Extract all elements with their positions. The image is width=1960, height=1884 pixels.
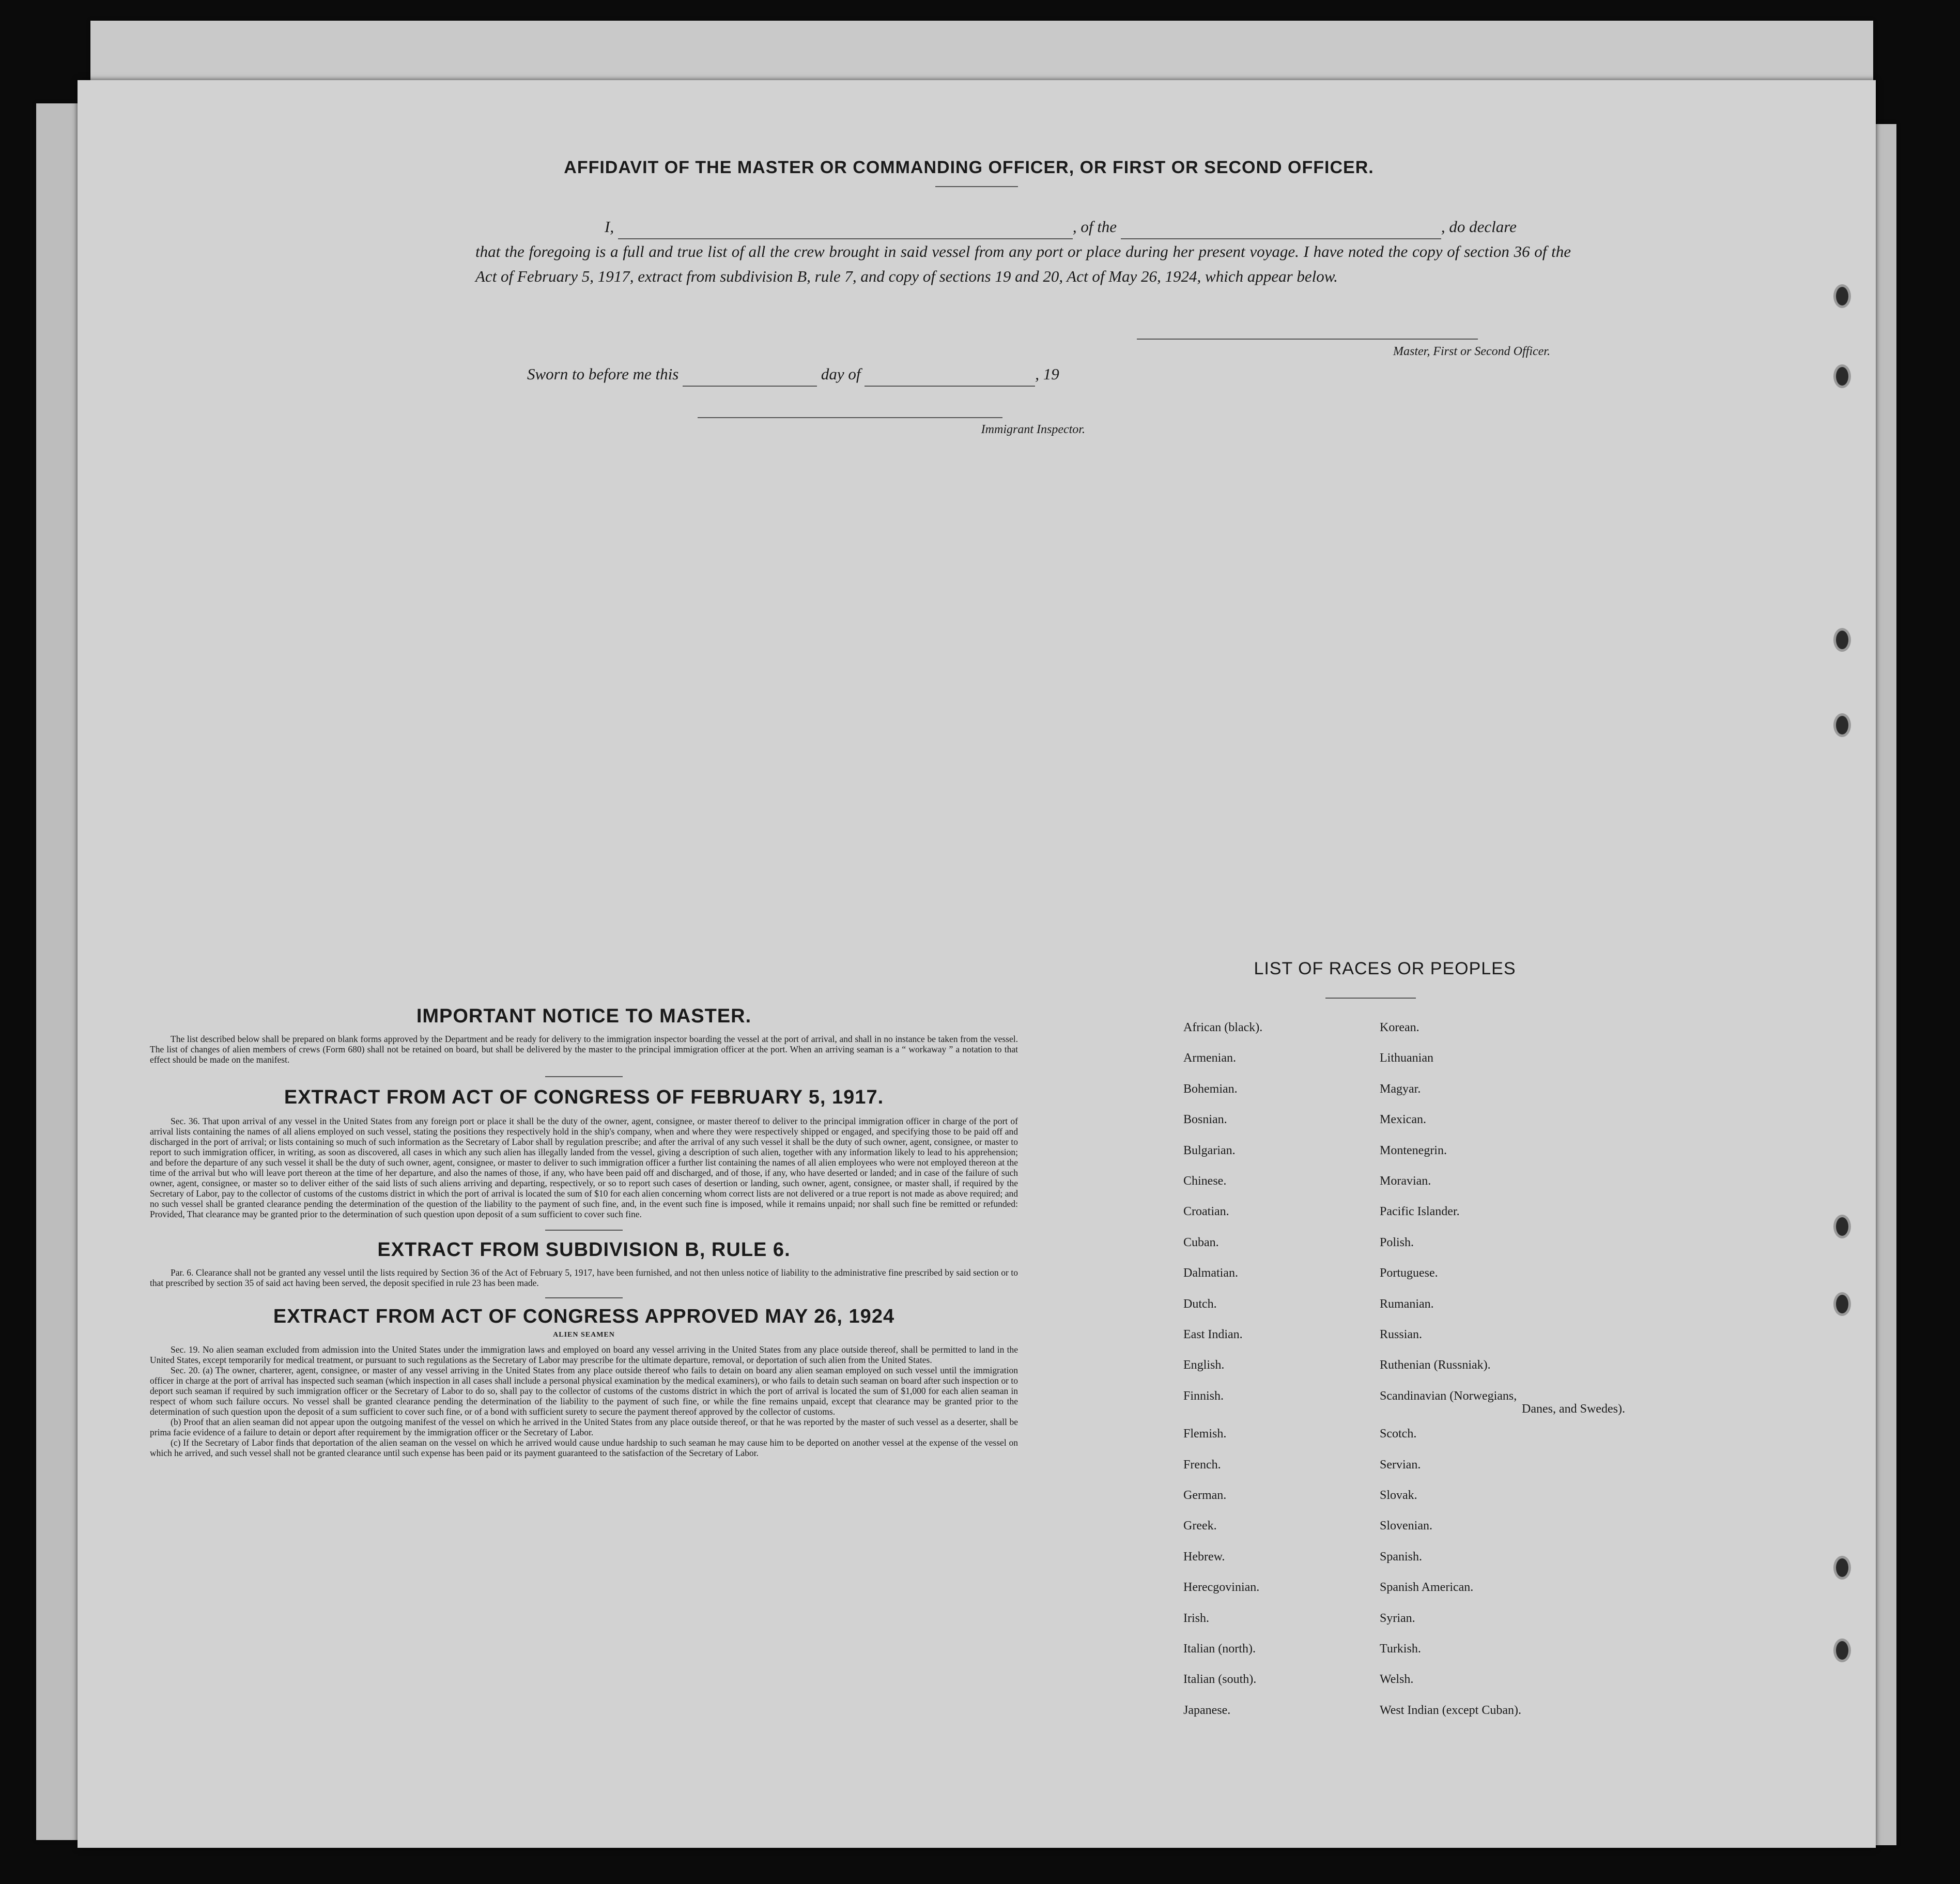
sworn-line bbox=[527, 362, 1251, 387]
extract-1924-title: EXTRACT FROM ACT OF CONGRESS APPROVED MAY 26, 1924 bbox=[273, 1306, 895, 1327]
race-right-9: Rumanian. bbox=[1380, 1297, 1434, 1311]
race-left-19: Irish. bbox=[1183, 1611, 1209, 1625]
race-left-22: Japanese. bbox=[1183, 1703, 1231, 1717]
notice-title: IMPORTANT NOTICE TO MASTER. bbox=[416, 1005, 752, 1027]
signature-label: Master, First or Second Officer. bbox=[1393, 345, 1550, 358]
declare-i: I, bbox=[605, 218, 614, 236]
punch-hole-1 bbox=[1833, 284, 1851, 308]
race-right-5: Moravian. bbox=[1380, 1174, 1431, 1188]
punch-hole-8 bbox=[1833, 1638, 1851, 1662]
race-left-18: Herecgovinian. bbox=[1183, 1581, 1260, 1595]
race-right-10: Russian. bbox=[1380, 1328, 1423, 1341]
affidavit-title: AFFIDAVIT OF THE MASTER OR COMMANDING OFFICER, OR FIRST OR SECOND OFFICER. bbox=[564, 158, 1374, 177]
race-right-17: Spanish. bbox=[1380, 1550, 1423, 1564]
punch-hole-4 bbox=[1833, 713, 1851, 737]
race-left-15: German. bbox=[1183, 1489, 1227, 1502]
race-right-15: Slovak. bbox=[1380, 1489, 1417, 1502]
rule-6-divider bbox=[545, 1297, 623, 1298]
sec-20b-text: (b) Proof that an alien seaman did not appear upon the outgoing manifest of the vessel on which he arrived in the United States from any place outside thereof, or that he was reported by the master of such vessel as a deserter, shall be prima facie evidence of a failure to detain or deport after requirement by the immigration officer or the Secretary of Labor. bbox=[150, 1417, 1018, 1437]
sworn-label: Sworn to before me this bbox=[527, 365, 679, 383]
race-right-14: Servian. bbox=[1380, 1458, 1421, 1472]
sec-20a-text: Sec. 20. (a) The owner, charterer, agent, consignee, or master of any vessel arriving in the United States from any place outside thereof who fails to detain on board any alien seaman employed on such vessel until the immigration officer in charge at the port of arrival has inspected such seaman (which inspection in all cases shall include a personal physical examination by the medical examiners), or who fails to detain such seaman on board after such inspection or to deport such seaman if required by such immigration officer or the Secretary of Labor to do so, shall pay to the collector of customs of the customs district in which the port of arrival is located the sum of $1,000 for each alien seaman in respect of whom such failure occurs. No vessel shall be granted clearance pending the determination of the liability to the payment of such fine, or while the fine remains unpaid, except that clearance may be granted prior to the determination of such question upon the deposit of a sum sufficient to cover such fine, or of a bond with sufficient surety to secure the payment thereof approved by the collector of customs. bbox=[150, 1365, 1018, 1417]
signature-line[interactable] bbox=[1137, 339, 1478, 340]
sec-19-text: Sec. 19. No alien seaman excluded from admission into the United States under the immigration laws and employed on board any vessel arriving in the United States from any place outside thereof, shall be permitted to land in the United States, except temporarily for medical treatment, or pursuant to such regulations as the Secretary of Labor may prescribe for the ultimate departure, removal, or deportation of such alien from the United States. bbox=[150, 1344, 1018, 1365]
race-left-6: Croatian. bbox=[1183, 1205, 1229, 1219]
affidavit-declaration bbox=[475, 215, 1571, 289]
race-scandinavian-cont: Danes, and Swedes). bbox=[1522, 1402, 1625, 1416]
race-left-12: Finnish. bbox=[1183, 1389, 1224, 1403]
race-left-9: Dutch. bbox=[1183, 1297, 1217, 1311]
punch-hole-3 bbox=[1833, 628, 1851, 652]
inspector-line[interactable] bbox=[698, 417, 1002, 418]
race-right-13: Scotch. bbox=[1380, 1427, 1417, 1441]
punch-hole-5 bbox=[1833, 1215, 1851, 1238]
race-left-21: Italian (south). bbox=[1183, 1673, 1257, 1687]
day-of-label: day of bbox=[821, 365, 861, 383]
vessel-blank[interactable] bbox=[1121, 222, 1441, 239]
year-label: , 19 bbox=[1035, 365, 1059, 383]
race-right-20: Turkish. bbox=[1380, 1642, 1421, 1656]
race-left-16: Greek. bbox=[1183, 1519, 1217, 1533]
month-blank[interactable] bbox=[865, 369, 1035, 387]
race-left-7: Cuban. bbox=[1183, 1235, 1219, 1249]
rule-6-text: Par. 6. Clearance shall not be granted any vessel until the lists required by Section 36 of the Act of February 5, 1917, have been furnished, and not then unless notice of liability to the administrative fine prescribed by said section or to that prescribed by section 35 of said act having been served, the deposit specified in rule 23 has been made. bbox=[150, 1267, 1018, 1288]
extract-1917-divider bbox=[545, 1230, 623, 1231]
race-left-13: Flemish. bbox=[1183, 1427, 1227, 1441]
race-right-4: Montenegrin. bbox=[1380, 1143, 1447, 1157]
race-right-19: Syrian. bbox=[1380, 1611, 1415, 1625]
alien-seamen-subtitle: ALIEN SEAMEN bbox=[553, 1331, 615, 1339]
race-right-2: Magyar. bbox=[1380, 1082, 1421, 1096]
inspector-label: Immigrant Inspector. bbox=[981, 423, 1085, 436]
extract-1917-text: Sec. 36. That upon arrival of any vessel in the United States from any foreign port or place it shall be the duty of the owner, agent, consignee, or master thereof to deliver to the principal immigration officer in charge of the port of arrival lists containing the names of all aliens employed on such vessel, stating the positions they respectively hold in the ship's company, when and where they were respectively shipped or engaged, and specifying those to be paid off and discharged in the port of arrival; or lists containing so much of such information as the Secretary of Labor shall by regulation prescribe; and after the arrival of any such vessel it shall be the duty of such owner, agent, consignee, or master to report to such immigration officer, in writing, as soon as discovered, all cases in which any such alien has illegally landed from the vessel, giving a description of such alien, together with any information likely to lead to his apprehension; and before the departure of any such vessel it shall be the duty of such owner, agent, consignee, or master to deliver to such immigration officer a further list containing the names of all alien employees who were not employed thereon at the time of the arrival but who will leave port thereon at the time of her departure, and also the names of those, if any, who have been paid off and discharged, and of those, if any, who have deserted or landed; and in case of the failure of such owner, agent, consignee, or master so to deliver either of the said lists of such aliens arriving and departing, respectively, or so to report such cases of desertion or landing, such owner, agent, consignee, or master shall, if required by the Secretary of Labor, pay to the collector of customs of the customs district in which the port of arrival is located the sum of $10 for each alien concerning whom correct lists are not delivered or a true report is not made as above required; and no such vessel shall be granted clearance pending the determination of the question of the liability to the payment of such fine, and, in the event such fine is imposed, while it remains unpaid; nor shall such fine be remitted or refunded: Provided, That clearance may be granted prior to the determination of such question upon deposit of a sum sufficient to cover such fine. bbox=[150, 1116, 1018, 1219]
race-right-3: Mexican. bbox=[1380, 1113, 1426, 1127]
race-left-11: English. bbox=[1183, 1358, 1225, 1372]
of-the-label: , of the bbox=[1072, 218, 1117, 236]
do-declare-label: , do declare bbox=[1441, 218, 1517, 236]
race-left-0: African (black). bbox=[1183, 1021, 1263, 1034]
day-blank[interactable] bbox=[683, 369, 817, 387]
race-left-8: Dalmatian. bbox=[1183, 1266, 1238, 1280]
race-left-3: Bosnian. bbox=[1183, 1113, 1227, 1127]
notice-divider bbox=[545, 1076, 623, 1077]
race-right-8: Portuguese. bbox=[1380, 1266, 1438, 1280]
race-right-22: West Indian (except Cuban). bbox=[1380, 1703, 1521, 1717]
race-left-17: Hebrew. bbox=[1183, 1550, 1225, 1564]
races-title: LIST OF RACES OR PEOPLES bbox=[1254, 959, 1516, 978]
name-blank[interactable] bbox=[618, 222, 1073, 239]
race-right-16: Slovenian. bbox=[1380, 1519, 1432, 1533]
race-left-10: East Indian. bbox=[1183, 1328, 1243, 1341]
races-divider bbox=[1325, 998, 1416, 999]
notices-column bbox=[150, 1005, 1018, 1458]
race-left-5: Chinese. bbox=[1183, 1174, 1227, 1188]
sec-20c-text: (c) If the Secretary of Labor finds that deportation of the alien seaman on the vessel on which he arrived would cause undue hardship to such seaman he may cause him to be deported on another vessel at the expense of the vessel on which he arrived, and such vessel shall not be granted clearance until such expense has been paid or its payment guaranteed to the satisfaction of the Secretary of Labor. bbox=[150, 1437, 1018, 1458]
manifest-page bbox=[78, 80, 1876, 1848]
race-right-11: Ruthenian (Russniak). bbox=[1380, 1358, 1491, 1372]
race-right-1: Lithuanian bbox=[1380, 1051, 1433, 1065]
race-left-14: French. bbox=[1183, 1458, 1221, 1472]
punch-hole-6 bbox=[1833, 1292, 1851, 1316]
extract-1917-title: EXTRACT FROM ACT OF CONGRESS OF FEBRUARY 5, 1917. bbox=[284, 1086, 884, 1108]
affidavit-body: that the foregoing is a full and true list of all the crew brought in said vessel from any port or place during her present voyage. I have noted the copy of section 36 of the Act of February 5, 1917, extract from subdivision B, rule 7, and copy of sections 19 and 20, Act of May 26, 1924, which appear below. bbox=[475, 242, 1571, 285]
race-left-4: Bulgarian. bbox=[1183, 1143, 1236, 1157]
race-left-1: Armenian. bbox=[1183, 1051, 1236, 1065]
race-right-7: Polish. bbox=[1380, 1235, 1414, 1249]
punch-hole-2 bbox=[1833, 364, 1851, 388]
race-right-0: Korean. bbox=[1380, 1021, 1419, 1034]
rule-6-title: EXTRACT FROM SUBDIVISION B, RULE 6. bbox=[377, 1239, 791, 1261]
race-right-12: Scandinavian (Norwegians, bbox=[1380, 1389, 1517, 1403]
race-right-21: Welsh. bbox=[1380, 1673, 1414, 1687]
race-right-6: Pacific Islander. bbox=[1380, 1205, 1460, 1219]
title-divider bbox=[935, 186, 1018, 187]
race-left-20: Italian (north). bbox=[1183, 1642, 1256, 1656]
race-right-18: Spanish American. bbox=[1380, 1581, 1474, 1595]
race-left-2: Bohemian. bbox=[1183, 1082, 1238, 1096]
notice-text: The list described below shall be prepared on blank forms approved by the Department and be ready for delivery to the immigration inspector boarding the vessel at the port of arrival, and shall in no instance be taken from the vessel. The list of changes of alien members of crews (Form 680) shall not be retained on board, but shall be delivered by the master to the principal immigration officer at the port. When an arriving seaman is a “ workaway ” a notation to that effect should be made on the manifest. bbox=[150, 1034, 1018, 1065]
punch-hole-7 bbox=[1833, 1556, 1851, 1580]
